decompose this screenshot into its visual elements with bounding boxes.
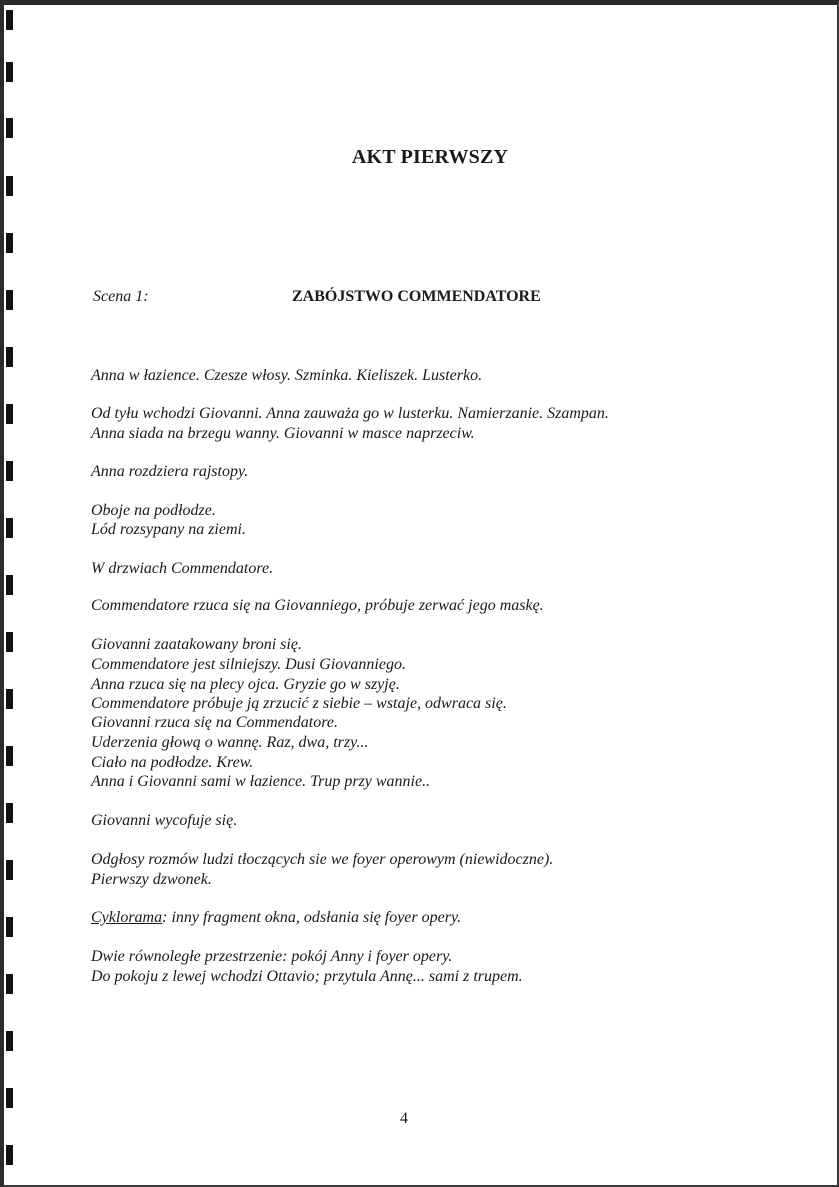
stage-direction: Pierwszy dzwonek. [91,871,212,888]
stage-direction: Commendatore rzuca się na Giovanniego, próbuje zerwać jego maskę. [91,597,544,614]
cyklorama-term: Cyklorama [91,909,163,926]
page-number: 4 [400,1110,408,1127]
scene-title: ZABÓJSTWO COMMENDATORE [292,288,541,305]
stage-direction: Anna i Giovanni sami w łazience. Trup przy wannie.. [91,773,431,790]
binding-hole [6,176,13,196]
stage-direction: Commendatore jest silniejszy. Dusi Giovanniego. [91,656,406,673]
binding-hole [6,404,13,424]
stage-direction: Anna rozdziera rajstopy. [91,463,249,480]
binding-hole [6,689,13,709]
binding-hole [6,803,13,823]
stage-direction: Uderzenia głową o wannę. Raz, dwa, trzy... [91,734,369,751]
stage-direction: Giovanni rzuca się na Commendatore. [91,714,338,731]
binding-hole [6,860,13,880]
stage-direction: Giovanni wycofuje się. [91,812,238,829]
stage-direction: Commendatore próbuje ją zrzucić z siebie – wstaje, odwraca się. [91,695,507,712]
stage-direction: Anna rzuca się na plecy ojca. Gryzie go w szyję. [91,676,400,693]
stage-direction: Ciało na podłodze. Krew. [91,754,254,771]
cyklorama-direction [91,909,461,927]
stage-direction: Anna siada na brzegu wanny. Giovanni w masce naprzeciw. [91,425,475,442]
binding-hole [6,10,13,30]
binding-hole [6,233,13,253]
stage-direction: Lód rozsypany na ziemi. [91,521,246,538]
binding-hole [6,575,13,595]
cyklorama-text: : inny fragment okna, odsłania się foyer opery. [162,909,462,926]
stage-direction: Anna w łazience. Czesze włosy. Szminka. Kieliszek. Lusterko. [91,367,483,384]
binding-hole [6,62,13,82]
stage-direction: Odgłosy rozmów ludzi tłoczących sie we foyer operowym (niewidoczne). [91,851,554,868]
binding-hole [6,290,13,310]
binding-hole [6,1031,13,1051]
binding-hole [6,917,13,937]
binding-hole [6,746,13,766]
stage-direction: W drzwiach Commendatore. [91,560,274,577]
act-title: AKT PIERWSZY [351,146,509,168]
scene-label: Scena 1: [93,288,149,305]
stage-direction: Do pokoju z lewej wchodzi Ottavio; przytula Annę... sami z trupem. [91,968,523,985]
binding-hole [6,518,13,538]
stage-direction: Oboje na podłodze. [91,502,216,519]
stage-direction: Giovanni zaatakowany broni się. [91,636,302,653]
binding-hole [6,974,13,994]
binding-hole [6,461,13,481]
binding-hole [6,1088,13,1108]
binding-hole [6,1145,13,1165]
binding-hole [6,347,13,367]
stage-direction: Od tyłu wchodzi Giovanni. Anna zauważa go w lusterku. Namierzanie. Szampan. [91,405,609,422]
stage-direction: Dwie równoległe przestrzenie: pokój Anny i foyer opery. [91,948,453,965]
binding-hole [6,118,13,138]
binding-hole [6,632,13,652]
